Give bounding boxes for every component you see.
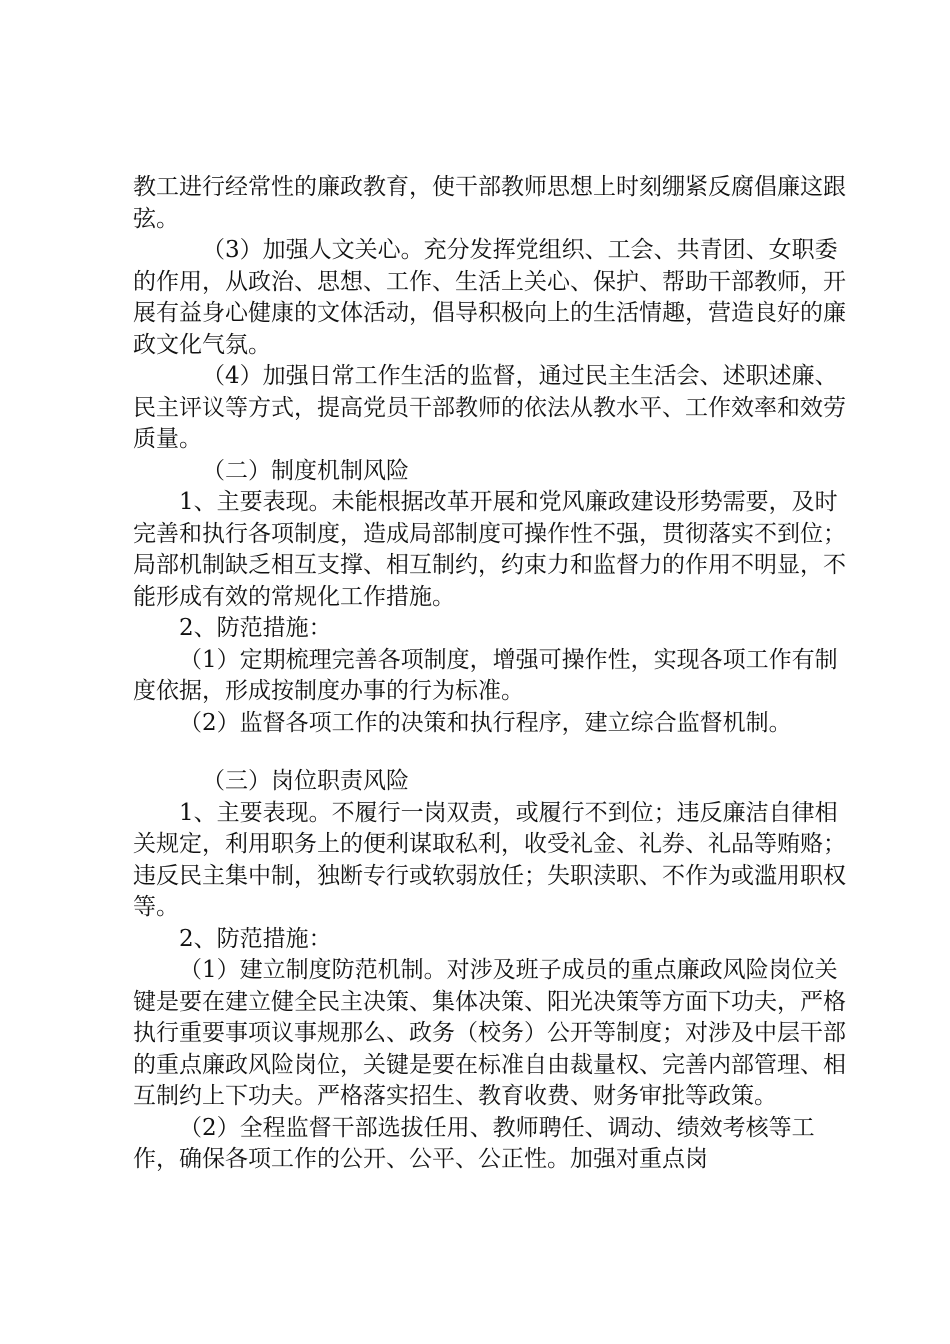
paragraph-prevention-heading-3: 2、防范措施： — [179, 925, 332, 952]
paragraph-prevention-heading-2: 2、防范措施： — [179, 615, 332, 641]
paragraph-item-3: （3）加强人文关心。充分发挥党组织、工会、共青团、女职委的作用，从政治、思想、工作、生活上关心、保护、帮助干部教师，开展有益身心健康的文体活动，倡导积极向上的生活情趣，营造良好的廉政文化气氛。 — [133, 237, 846, 358]
section-heading-2: （二）制度机制风险 — [202, 457, 409, 484]
paragraph-prevention-3-1: （1）建立制度防范机制。对涉及班子成员的重点廉政风险岗位关键是要在建立健全民主决策、集体决策、阳光决策等方面下功夫，严格执行重要事项议事规那么、政务（校务）公开等制度；对涉及中层干部的重点廉政风险岗位，关键是要在标准自由裁量权、完善内部管理、相互制约上下功夫。严格落实招生、教育收费、财务审批等政策。 — [133, 957, 846, 1109]
paragraph-prevention-2-2: （2）监督各项工作的决策和执行程序，建立综合监督机制。 — [179, 709, 792, 736]
paragraph-prevention-3-2: （2）全程监督干部选拔任用、教师聘任、调动、绩效考核等工作，确保各项工作的公开、公平、公正性。加强对重点岗 — [133, 1114, 815, 1172]
document-body — [133, 172, 853, 1176]
paragraph-main-manifestation-3: 1、主要表现。不履行一岗双责，或履行不到位；违反廉洁自律相关规定，利用职务上的便利谋取私利，收受礼金、礼券、礼品等贿赂；违反民主集中制，独断专行或软弱放任；失职渎职、不作为或滥用职权等。 — [133, 799, 846, 920]
section-heading-3: （三）岗位职责风险 — [202, 768, 409, 794]
paragraph-prevention-2-1: （1）定期梳理完善各项制度，增强可操作性，实现各项工作有制度依据，形成按制度办事的行为标准。 — [133, 646, 838, 704]
paragraph-main-manifestation-2: 1、主要表现。未能根据改革开展和党风廉政建设形势需要，及时完善和执行各项制度，造成局部制度可操作性不强，贯彻落实不到位；局部机制缺乏相互支撑、相互制约，约束力和监督力的作用不明显，不能形成有效的常规化工作措施。 — [133, 489, 846, 610]
paragraph-continuation: 教工进行经常性的廉政教育，使干部教师思想上时刻绷紧反腐倡廉这跟弦。 — [133, 174, 846, 232]
paragraph-item-4: （4）加强日常工作生活的监督，通过民主生活会、述职述廉、民主评议等方式，提高党员干部教师的依法从教水平、工作效率和效劳质量。 — [133, 363, 846, 452]
